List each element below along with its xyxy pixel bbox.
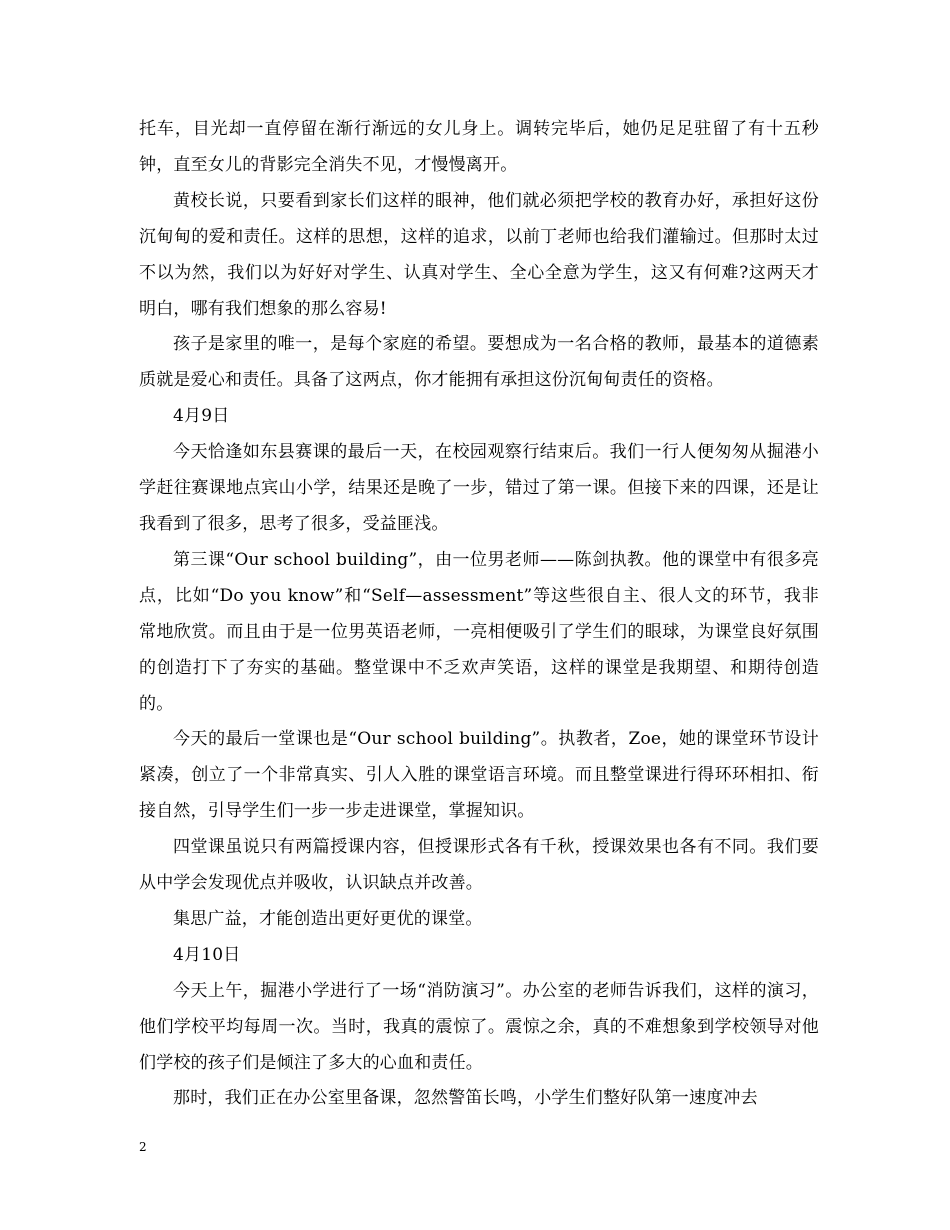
body-text bbox=[139, 112, 819, 1117]
paragraph: 集思广益，才能创造出更好更优的课堂。 bbox=[173, 908, 483, 929]
date-heading: 4月9日 bbox=[173, 406, 230, 427]
date-heading: 4月10日 bbox=[173, 944, 241, 965]
paragraph: 黄校长说，只要看到家长们这样的眼神，他们就必须把学校的教育办好，承担好这份沉甸甸的爱和责任。这样的思想，这样的追求，以前丁老师也给我们灌输过。但那时太过不以为然，我们以为好好对学生、认真对学生、全心全意为学生，这又有何难?这两天才明白，哪有我们想象的那么容易! bbox=[139, 190, 819, 319]
paragraph: 孩子是家里的唯一，是每个家庭的希望。要想成为一名合格的教师，最基本的道德素质就是爱心和责任。具备了这两点，你才能拥有承担这份沉甸甸责任的资格。 bbox=[139, 334, 819, 391]
paragraph: 第三课“Our school building”，由一位男老师——陈剑执教。他的课堂中有很多亮点，比如“Do you know”和“Self—assessment”等这些很自主、很人文的环节，我非常地欣赏。而且由于是一位男英语老师，一亮相便吸引了学生们的眼球，为课堂良好氛围的创造打下了夯实的基础。整堂课中不乏欢声笑语，这样的课堂是我期望、和期待创造的。 bbox=[139, 549, 819, 714]
paragraph: 今天上午，掘港小学进行了一场“消防演习”。办公室的老师告诉我们，这样的演习，他们学校平均每周一次。当时，我真的震惊了。震惊之余，真的不难想象到学校领导对他们学校的孩子们是倾注了多大的心血和责任。 bbox=[139, 980, 819, 1073]
page-number: 2 bbox=[139, 1140, 147, 1154]
paragraph: 今天的最后一堂课也是“Our school building”。执教者，Zoe，她的课堂环节设计紧凑，创立了一个非常真实、引人入胜的课堂语言环境。而且整堂课进行得环环相扣、衔接自然，引导学生们一步一步走进课堂，掌握知识。 bbox=[139, 729, 819, 822]
paragraph: 四堂课虽说只有两篇授课内容，但授课形式各有千秋，授课效果也各有不同。我们要从中学会发现优点并吸收，认识缺点并改善。 bbox=[139, 837, 819, 894]
paragraph: 那时，我们正在办公室里备课，忽然警笛长鸣，小学生们整好队第一速度冲去 bbox=[173, 1088, 758, 1109]
paragraph: 托车，目光却一直停留在渐行渐远的女儿身上。调转完毕后，她仍足足驻留了有十五秒钟，直至女儿的背影完全消失不见，才慢慢离开。 bbox=[139, 119, 819, 175]
paragraph: 今天恰逢如东县赛课的最后一天，在校园观察行结束后。我们一行人便匆匆从掘港小学赶往赛课地点宾山小学，结果还是晚了一步，错过了第一课。但接下来的四课，还是让我看到了很多，思考了很多，受益匪浅。 bbox=[139, 442, 819, 534]
